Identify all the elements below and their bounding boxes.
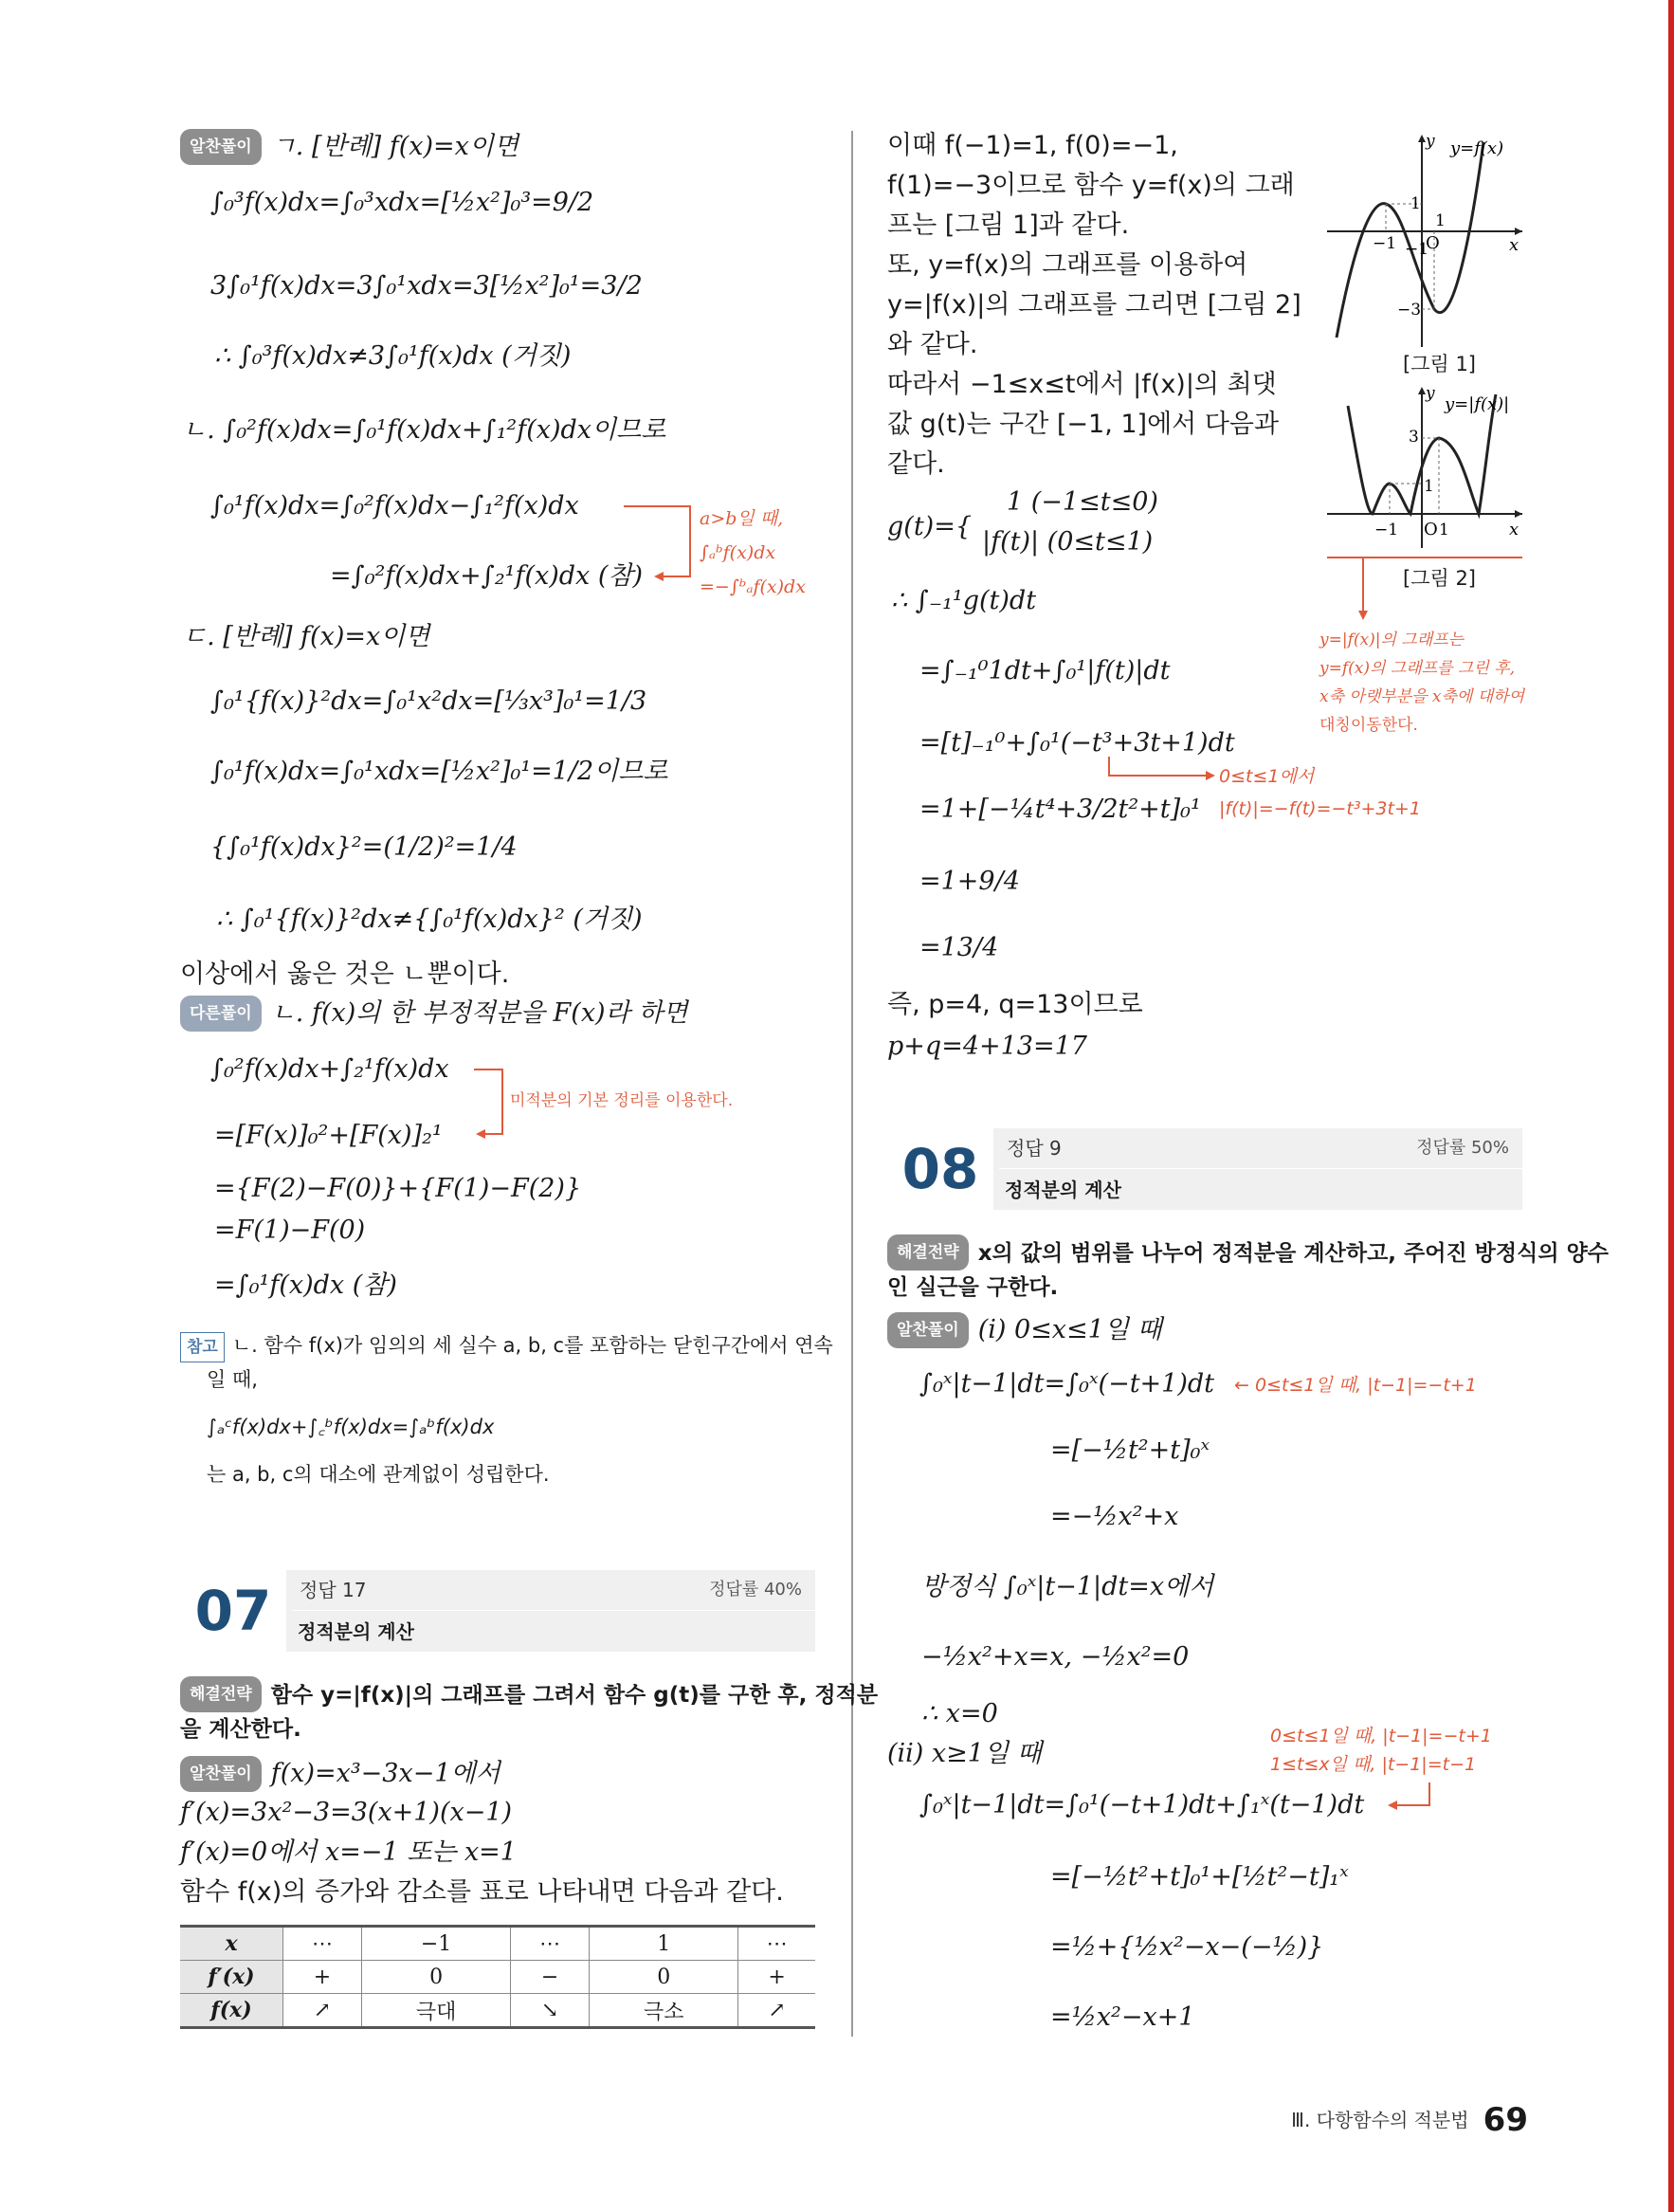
question-topic: 정적분의 계산 (298, 1620, 414, 1643)
svg-text:x: x (1509, 520, 1519, 539)
note-line: 일 때, (207, 1368, 258, 1391)
alt-solution-line: ={F(2)−F(0)}+{F(1)−F(2)} (214, 1174, 582, 1203)
conclusion-line: 즉, p=4, q=13이므로 (887, 990, 1143, 1019)
solution-line: 이때 f(−1)=1, f(0)=−1, (887, 131, 1178, 160)
solution-line: 값 g(t)는 구간 [−1, 1]에서 다음과 (887, 410, 1280, 439)
solution-line: ∫₀¹f(x)dx=∫₀¹xdx=[½x²]₀¹=1/2이므로 (210, 757, 668, 786)
solution-line: 알찬풀이 (i) 0≤x≤1일 때 (887, 1312, 1162, 1348)
integral-line: ∴ ∫₋₁¹g(t)dt (891, 586, 1037, 615)
solution-line: ∫₀ˣ|t−1|dt=∫₀ˣ(−t+1)dt (919, 1369, 1215, 1398)
note-line: 는 a, b, c의 대소에 관계없이 성립한다. (207, 1463, 550, 1486)
annotation-text: a>b일 때, ∫ₐᵇf(x)dx =−∫ᵇₐf(x)dx (700, 508, 806, 597)
question-header-07 (180, 1570, 815, 1652)
annotation-arrow (472, 1064, 510, 1140)
svg-text:−3: −3 (1397, 301, 1422, 320)
strategy-line: 인 실근을 구한다. (887, 1275, 1059, 1300)
svg-text:y=|f(x)|: y=|f(x)| (1445, 394, 1510, 414)
svg-text:3: 3 (1409, 428, 1419, 447)
alt-solution-line: ∫₀²f(x)dx+∫₂¹f(x)dx (210, 1054, 449, 1084)
table-row: x ⋯ −1 ⋯ 1 ⋯ (180, 1927, 815, 1961)
page-edge-bar (1668, 0, 1674, 2212)
alt-solution-line: =F(1)−F(0) (214, 1216, 366, 1245)
annotation-text: y=|f(x)|의 그래프는 y=f(x)의 그래프를 그린 후, x축 아랫부분을 x축에 대하여 대칭이동한다. (1319, 631, 1525, 735)
solution-line: 함수 f(x)의 증가와 감소를 표로 나타내면 다음과 같다. (180, 1877, 784, 1907)
solution-line: 와 같다. (887, 330, 978, 359)
page-number: 69 (1483, 2101, 1528, 2139)
solution-line: y=|f(x)|의 그래프를 그리면 [그림 2] (887, 290, 1301, 320)
strategy-line: 해결전략 함수 y=|f(x)|의 그래프를 그려서 함수 g(t)를 구한 후, 정적분 (180, 1676, 878, 1712)
note-line: 참고 ㄴ. 함수 f(x)가 임의의 세 실수 a, b, c를 포함하는 닫힌구간에서 연속 (180, 1331, 833, 1362)
annotation-arrow (1384, 1781, 1441, 1815)
strategy-line: 해결전략 x의 값의 범위를 나누어 정적분을 계산하고, 주어진 방정식의 양수 (887, 1234, 1609, 1271)
solution-line: 프는 [그림 1]과 같다. (887, 210, 1130, 240)
svg-text:−1: −1 (1374, 521, 1399, 539)
solution-badge: 알찬풀이 (887, 1312, 969, 1348)
svg-text:O: O (1424, 520, 1438, 539)
page-footer (1291, 2101, 1528, 2139)
solution-line: ∴ x=0 (921, 1699, 998, 1728)
graph-caption: [그림 2] (1403, 567, 1476, 590)
strategy-badge: 해결전략 (180, 1676, 262, 1712)
piecewise-case: |f(t)| (0≤t≤1) (982, 527, 1154, 557)
alt-solution-line: 다른풀이 ㄴ. f(x)의 한 부정적분을 F(x)라 하면 (180, 996, 687, 1032)
solution-line: ∫₀¹f(x)dx=∫₀²f(x)dx−∫₁²f(x)dx (210, 491, 579, 521)
question-number: 07 (180, 1570, 286, 1652)
solution-line: =−½x²+x (1050, 1502, 1179, 1531)
solution-badge: 알찬풀이 (180, 129, 262, 165)
svg-text:−1: −1 (1373, 234, 1397, 253)
svg-text:1: 1 (1410, 194, 1421, 213)
svg-text:O: O (1426, 233, 1440, 253)
integral-line: =[t]₋₁⁰+∫₀¹(−t³+3t+1)dt (919, 728, 1235, 758)
conclusion-line: p+q=4+13=17 (887, 1032, 1087, 1061)
conclusion-line: 이상에서 옳은 것은 ㄴ뿐이다. (180, 960, 510, 989)
solution-line: ㄷ. [반례] f(x)=x이면 (182, 622, 430, 651)
solution-line: 같다. (887, 449, 945, 479)
note-badge: 참고 (180, 1332, 225, 1362)
graph-caption: [그림 1] (1403, 353, 1476, 375)
solution-line: 따라서 −1≤x≤t에서 |f(x)|의 최댓 (887, 370, 1277, 399)
graph-2 (1327, 385, 1526, 552)
table-row: f(x) ↗ 극대 ↘ 극소 ↗ (180, 1994, 815, 2028)
alt-solution-line: =∫₀¹f(x)dx (참) (214, 1271, 397, 1300)
chapter-label: Ⅲ. 다항함수의 적분법 (1291, 2109, 1469, 2131)
integral-line: =13/4 (919, 933, 999, 962)
svg-text:y: y (1426, 133, 1435, 151)
annotation-text: 0≤t≤1일 때, |t−1|=−t+1 (1270, 1726, 1492, 1746)
solution-line: (ii) x≥1일 때 (887, 1739, 1042, 1768)
question-number: 08 (887, 1128, 993, 1210)
solution-line: ∴ ∫₀¹{f(x)}²dx≠{∫₀¹f(x)dx}² (거짓) (216, 905, 643, 934)
svg-text:x: x (1509, 235, 1519, 255)
strategy-badge: 해결전략 (887, 1234, 969, 1271)
svg-text:y: y (1426, 385, 1435, 403)
question-header-08 (887, 1128, 1522, 1210)
svg-text:1: 1 (1435, 211, 1446, 230)
solution-line: =[−½t²+t]₀ˣ (1050, 1435, 1210, 1465)
answer-label: 정답 9 (1007, 1137, 1062, 1160)
solution-line: ∫₀³f(x)dx=∫₀³xdx=[½x²]₀³=9/2 (210, 188, 594, 217)
integral-line: =∫₋₁⁰1dt+∫₀¹|f(t)|dt (919, 656, 1171, 686)
svg-text:1: 1 (1424, 477, 1434, 496)
accuracy-rate: 정답률 40% (709, 1580, 802, 1600)
solution-line: 알찬풀이 f(x)=x³−3x−1에서 (180, 1756, 500, 1792)
solution-line: ∫₀¹{f(x)}²dx=∫₀¹x²dx=[⅓x³]₀¹=1/3 (210, 686, 647, 716)
solution-line: −½x²+x=x, −½x²=0 (921, 1642, 1190, 1672)
annotation-text: 0≤t≤1에서 (1219, 766, 1315, 787)
variation-table (180, 1925, 815, 2029)
solution-line: ∫₀ˣ|t−1|dt=∫₀¹(−t+1)dt+∫₁ˣ(t−1)dt (919, 1790, 1365, 1819)
annotation-arrow (622, 501, 698, 586)
graph-1 (1327, 133, 1526, 351)
svg-text:y=f(x): y=f(x) (1450, 138, 1504, 158)
piecewise-case: 1 (−1≤t≤0) (1007, 487, 1158, 517)
answer-label: 정답 17 (300, 1579, 367, 1601)
solution-line: 3∫₀¹f(x)dx=3∫₀¹xdx=3[½x²]₀¹=3/2 (210, 271, 643, 301)
solution-badge: 알찬풀이 (180, 1756, 262, 1792)
solution-line: =[−½t²+t]₀¹+[½t²−t]₁ˣ (1050, 1862, 1349, 1892)
piecewise-label: g(t)={ (887, 512, 973, 541)
annotation-text: 미적분의 기본 정리를 이용한다. (510, 1091, 734, 1110)
strategy-line: 을 계산한다. (180, 1717, 301, 1742)
solution-line: f′(x)=3x²−3=3(x+1)(x−1) (180, 1798, 513, 1827)
annotation-text: |f(t)|=−f(t)=−t³+3t+1 (1219, 798, 1421, 819)
solution-line: =½+{½x²−x−(−½)} (1050, 1932, 1324, 1962)
solution-line: {∫₀¹f(x)dx}²=(1/2)²=1/4 (210, 832, 518, 862)
solution-line: 방정식 ∫₀ˣ|t−1|dt=x에서 (921, 1572, 1214, 1601)
solution-line: ∴ ∫₀³f(x)dx≠3∫₀¹f(x)dx (거짓) (214, 341, 572, 371)
alt-solution-badge: 다른풀이 (180, 996, 262, 1032)
solution-line: f(1)=−3이므로 함수 y=f(x)의 그래 (887, 171, 1295, 200)
table-row: f′(x) + 0 − 0 + (180, 1961, 815, 1994)
solution-line: 또, y=f(x)의 그래프를 이용하여 (887, 250, 1248, 280)
solution-line: f′(x)=0에서 x=−1 또는 x=1 (180, 1837, 517, 1867)
solution-line: =∫₀²f(x)dx+∫₂¹f(x)dx (참) (330, 561, 644, 591)
solution-line: 알찬풀이 ㄱ. [반례] f(x)=x이면 (180, 129, 519, 165)
column-divider (851, 131, 853, 2037)
svg-text:1: 1 (1439, 521, 1449, 539)
note-line: ∫ₐᶜf(x)dx+∫꜀ᵇf(x)dx=∫ₐᵇf(x)dx (207, 1416, 495, 1438)
question-topic: 정적분의 계산 (1005, 1179, 1121, 1201)
accuracy-rate: 정답률 50% (1416, 1138, 1509, 1158)
annotation-text: 1≤t≤x일 때, |t−1|=t−1 (1270, 1754, 1477, 1775)
solution-line: =½x²−x+1 (1050, 2002, 1195, 2032)
integral-line: =1+[−¼t⁴+3/2t²+t]₀¹ (919, 795, 1201, 824)
annotation-arrow (1107, 755, 1221, 783)
solution-line: ㄴ. ∫₀²f(x)dx=∫₀¹f(x)dx+∫₁²f(x)dx이므로 (182, 415, 666, 445)
annotation-text: ← 0≤t≤1일 때, |t−1|=−t+1 (1234, 1375, 1477, 1396)
alt-solution-line: =[F(x)]₀²+[F(x)]₂¹ (214, 1121, 443, 1150)
svg-text:−1: −1 (1405, 240, 1429, 259)
integral-line: =1+9/4 (919, 867, 1020, 896)
